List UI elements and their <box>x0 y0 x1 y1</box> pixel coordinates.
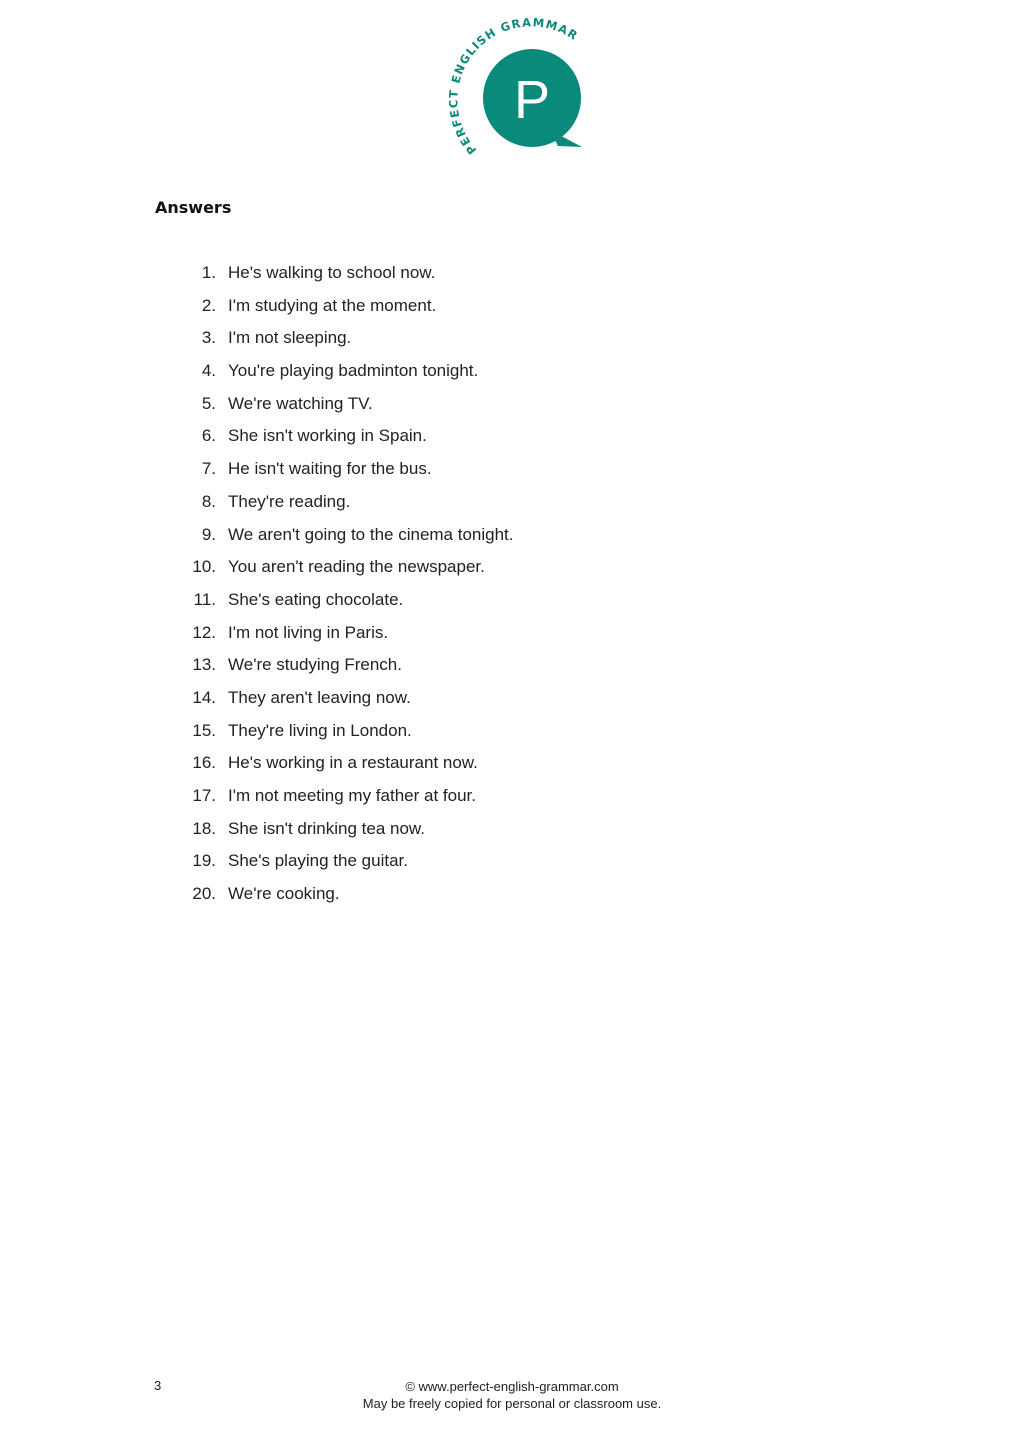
answer-text: He's working in a restaurant now. <box>228 753 478 773</box>
answer-number: 10. <box>192 557 216 577</box>
answer-text: You aren't reading the newspaper. <box>228 557 485 577</box>
answer-number: 11. <box>193 589 216 609</box>
answer-number: 16. <box>192 753 216 773</box>
answer-number: 3. <box>201 328 216 348</box>
answer-text: They aren't leaving now. <box>228 687 411 707</box>
copyright-text: © www.perfect-english-grammar.com <box>405 1379 619 1394</box>
answer-number: 18. <box>192 818 216 838</box>
answer-number: 15. <box>192 720 216 740</box>
answer-text: We're watching TV. <box>228 393 373 413</box>
answer-number: 6. <box>201 426 216 446</box>
answer-number: 13. <box>192 655 216 675</box>
answer-text: You're playing badminton tonight. <box>228 361 479 381</box>
answer-text: She's playing the guitar. <box>228 851 408 871</box>
page-number: 3 <box>154 1378 162 1393</box>
answer-text: They're reading. <box>228 491 351 511</box>
answer-number: 9. <box>201 524 216 544</box>
answer-number: 14. <box>192 687 216 707</box>
answer-text: She isn't working in Spain. <box>228 426 427 446</box>
answer-text: I'm not living in Paris. <box>228 622 389 642</box>
answer-text: She isn't drinking tea now. <box>228 818 425 838</box>
answer-text: I'm studying at the moment. <box>228 295 437 315</box>
answer-text: We aren't going to the cinema tonight. <box>228 524 514 544</box>
answer-number: 20. <box>192 884 216 904</box>
answer-text: We're studying French. <box>228 655 402 675</box>
license-text: May be freely copied for personal or classroom use. <box>362 1396 662 1411</box>
answer-text: She's eating chocolate. <box>228 589 404 609</box>
answer-number: 7. <box>201 459 216 479</box>
answers-heading: Answers <box>155 198 232 217</box>
answer-number: 5. <box>201 393 216 413</box>
answer-text: We're cooking. <box>228 884 340 904</box>
answer-text: He isn't waiting for the bus. <box>228 459 432 479</box>
answer-number: 4. <box>201 361 216 381</box>
answer-number: 17. <box>192 786 216 805</box>
answer-number: 1. <box>201 263 216 282</box>
logo-arc-text: PERFECT ENGLISH GRAMMAR <box>446 15 581 158</box>
answer-text: He's walking to school now. <box>228 263 436 282</box>
answer-number: 2. <box>201 295 216 315</box>
logo-letter: P <box>513 70 551 130</box>
answer-number: 19. <box>192 851 216 871</box>
answer-number: 12. <box>192 622 216 642</box>
footer <box>312 1378 712 1412</box>
answer-text: I'm not meeting my father at four. <box>228 786 476 805</box>
perfect-english-grammar-logo <box>432 14 602 164</box>
answer-number: 8. <box>201 491 216 511</box>
answer-text: They're living in London. <box>228 720 412 740</box>
answer-text: I'm not sleeping. <box>228 328 352 348</box>
